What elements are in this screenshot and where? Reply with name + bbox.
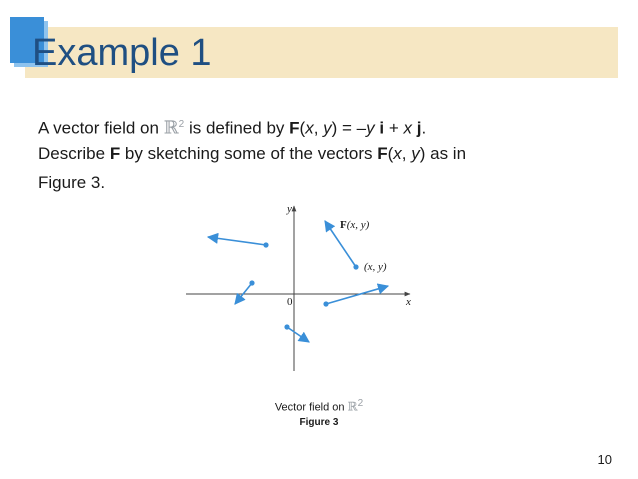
var-y: y xyxy=(366,118,375,138)
bold-i: i xyxy=(379,118,385,138)
bold-F: F xyxy=(109,144,121,163)
vector-label-args: (x, y) xyxy=(346,219,370,231)
point-label: (x, y) xyxy=(364,261,387,273)
var-y: y xyxy=(411,144,420,163)
body-line-3: Figure 3. xyxy=(38,173,106,192)
r2-symbol: ℝ xyxy=(163,117,179,139)
text: by sketching some of the vectors xyxy=(120,144,378,163)
text: ) xyxy=(419,144,426,163)
bold-F: F xyxy=(377,144,388,163)
text: as in xyxy=(425,144,467,163)
figure-label: Figure 3 xyxy=(299,417,339,428)
vector-field-svg xyxy=(184,196,434,378)
text: + xyxy=(384,118,404,138)
vector-field-figure xyxy=(184,196,434,378)
origin-label: 0 xyxy=(287,296,293,308)
r2-exponent: 2 xyxy=(178,119,185,130)
var-x: x xyxy=(305,118,314,138)
text: . xyxy=(421,118,427,138)
vector-label xyxy=(340,219,369,231)
vector-base-point xyxy=(323,301,328,306)
var-y: y xyxy=(323,118,332,138)
text: , xyxy=(401,144,412,163)
text: is defined by xyxy=(184,118,290,138)
text: = – xyxy=(337,118,367,138)
vector-base-point xyxy=(249,280,254,285)
bold-j: j xyxy=(416,118,422,138)
page-number: 10 xyxy=(597,452,612,467)
slide-title: Example 1 xyxy=(32,32,212,74)
bold-F: F xyxy=(340,219,347,231)
y-axis-label: y xyxy=(287,203,292,215)
text: ) xyxy=(331,118,338,138)
var-x: x xyxy=(393,144,402,163)
text: Describe xyxy=(38,144,110,163)
vector-arrow xyxy=(208,237,266,245)
text: ( xyxy=(299,118,306,138)
body-line-1 xyxy=(38,110,608,139)
var-x: x xyxy=(403,118,412,138)
caption-text: Vector field on xyxy=(274,401,348,414)
text: ( xyxy=(387,144,394,163)
figure-caption xyxy=(0,398,638,414)
bold-F: F xyxy=(289,118,300,138)
x-axis-label: x xyxy=(406,296,411,308)
vector-base-point xyxy=(353,264,358,269)
text: , xyxy=(313,118,324,138)
caption-r2-symbol: ℝ xyxy=(347,399,358,414)
text: A vector field on xyxy=(38,118,164,138)
caption-r2-exponent: 2 xyxy=(357,398,364,409)
vector-base-point xyxy=(284,324,289,329)
body-text xyxy=(38,110,608,197)
body-line-2 xyxy=(38,139,608,168)
vector-base-point xyxy=(263,242,268,247)
vector-arrow xyxy=(326,286,388,304)
vector-arrow xyxy=(287,327,309,342)
